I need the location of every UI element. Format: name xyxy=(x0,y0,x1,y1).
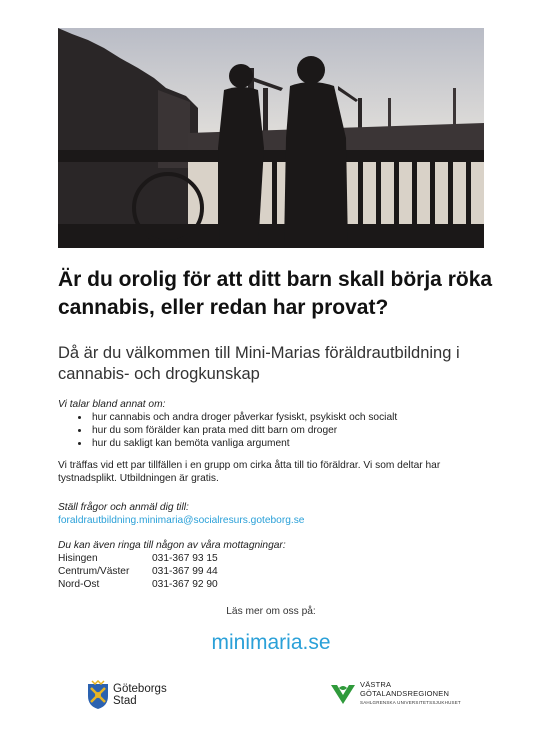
contact-intro: Ställ frågor och anmäl dig till: xyxy=(58,502,189,513)
phone-table xyxy=(58,552,218,591)
vastra-gotalandsregionen-logo xyxy=(330,680,461,707)
table-row xyxy=(58,565,218,578)
area-name: Centrum/Väster xyxy=(58,566,130,577)
phone-intro: Du kan även ringa till någon av våra mottagningar: xyxy=(58,540,286,551)
goteborg-logo-line1: Göteborgs xyxy=(113,683,167,695)
phone-section xyxy=(58,539,498,591)
meeting-info: Vi träffas vid ett par tillfällen i en grupp om cirka åtta till tio föräldrar. Vi som deltar har tystnadsplikt. Utbildningen är gratis. xyxy=(58,460,441,484)
list-item: • hur du sakligt kan bemöta vanliga argument xyxy=(90,437,498,450)
goteborgs-stad-logo xyxy=(86,678,167,712)
header-photo xyxy=(58,28,484,248)
table-row xyxy=(58,578,218,591)
phone-number[interactable]: 031-367 93 15 xyxy=(152,553,218,564)
contact-section xyxy=(58,501,498,527)
area-name: Nord-Ost xyxy=(58,579,100,590)
vgr-logo-line1: VÄSTRA xyxy=(360,680,392,689)
area-name: Hisingen xyxy=(58,553,98,564)
coat-of-arms-icon xyxy=(86,680,110,710)
vgr-leaf-icon xyxy=(330,683,356,705)
vgr-logo-line2: GÖTALANDSREGIONEN xyxy=(360,689,450,698)
website-link[interactable]: minimaria.se xyxy=(211,631,331,654)
silhouettes-on-bridge-photo xyxy=(58,28,484,248)
subheadline: Då är du välkommen till Mini-Marias föräldrautbildning i cannabis- och drogkunskap xyxy=(58,344,460,383)
read-more-text: Läs mer om oss på: xyxy=(226,606,316,617)
vgr-logo-line3: SAHLGRENSKA UNIVERSITETSSJUKHUSET xyxy=(360,700,461,705)
phone-number[interactable]: 031-367 99 44 xyxy=(152,566,218,577)
topics-intro: Vi talar bland annat om: xyxy=(58,399,166,410)
table-row xyxy=(58,552,218,565)
list-item: • hur cannabis och andra droger påverkar fysiskt, psykiskt och socialt xyxy=(90,411,498,424)
goteborg-logo-line2: Stad xyxy=(113,695,137,707)
email-link[interactable]: foraldrautbildning.minimaria@socialresurs.goteborg.se xyxy=(58,515,305,526)
list-item: • hur du som förälder kan prata med ditt barn om droger xyxy=(90,424,498,437)
headline: Är du orolig för att ditt barn skall börja röka cannabis, eller redan har provat? xyxy=(58,268,493,319)
topics-section xyxy=(58,398,498,450)
phone-number[interactable]: 031-367 92 90 xyxy=(152,579,218,590)
topics-list xyxy=(58,411,498,450)
